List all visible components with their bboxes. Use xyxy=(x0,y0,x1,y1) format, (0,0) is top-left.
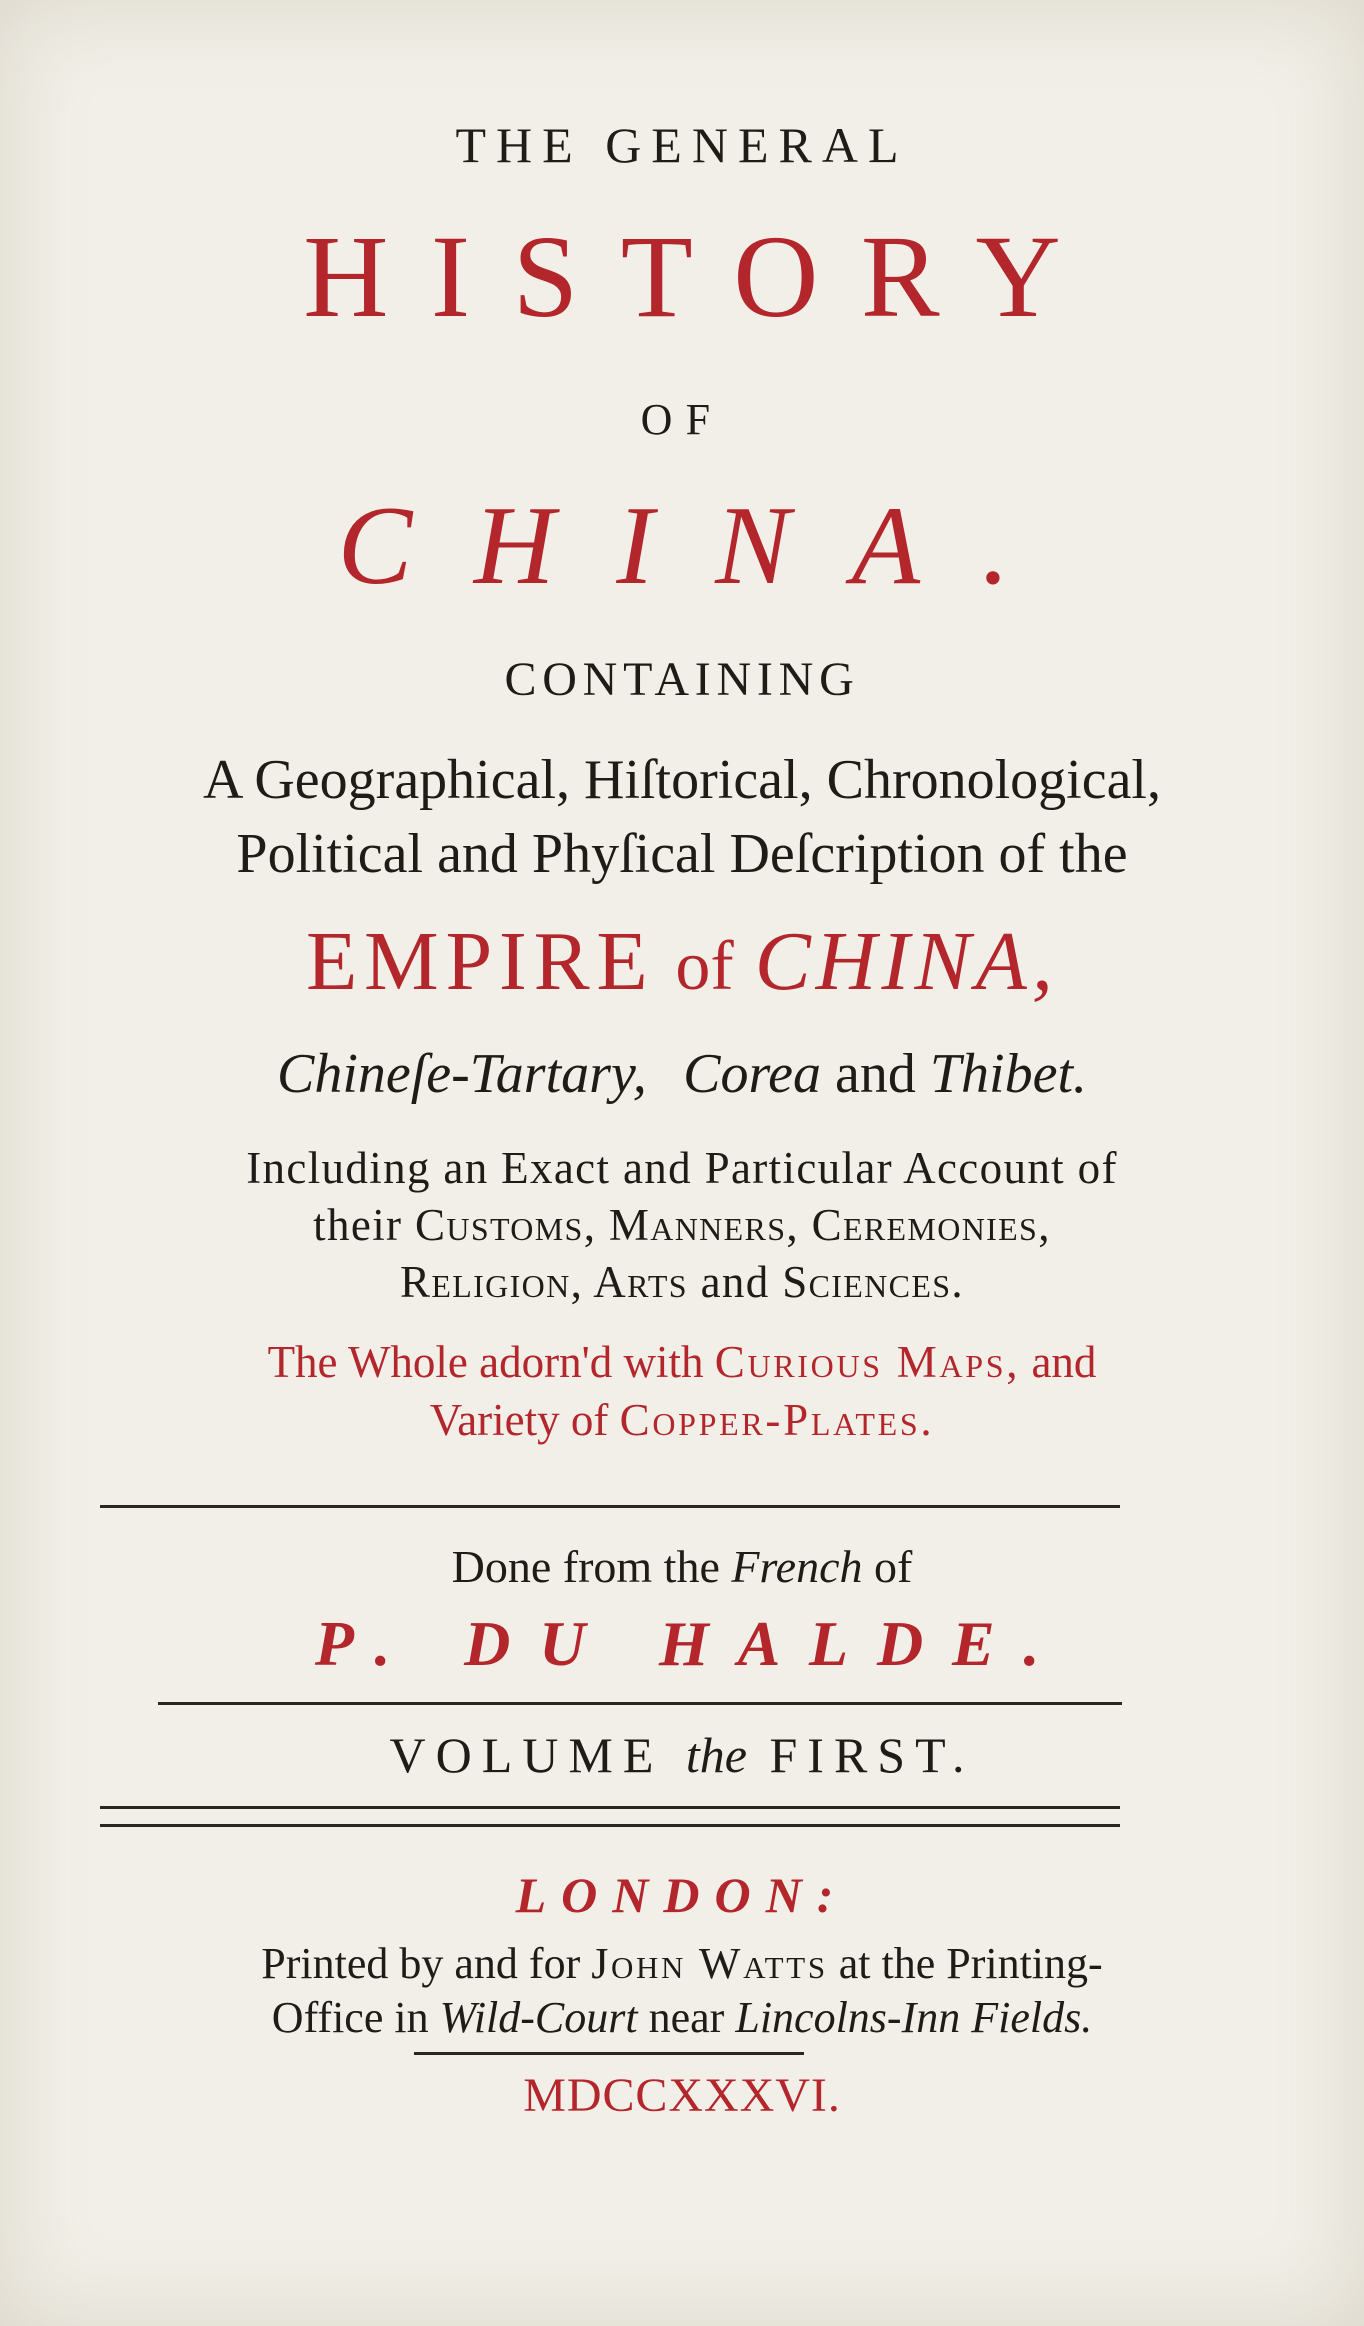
china-word: CHINA, xyxy=(754,915,1058,1008)
done-from-the: Done from the xyxy=(451,1541,720,1592)
title-line-office xyxy=(0,1993,1364,2042)
title-line-containing: CONTAINING xyxy=(504,653,860,706)
rule-5 xyxy=(414,2052,804,2055)
of-word-2: of xyxy=(874,1541,913,1592)
john-watts: John Watts xyxy=(591,1939,828,1988)
title-line-date: MDCCXXXVI. xyxy=(523,2069,841,2122)
at-the-printing: at the Printing- xyxy=(838,1939,1103,1988)
sciences: Sciences. xyxy=(782,1257,964,1307)
corea: Corea xyxy=(683,1043,822,1105)
title-line-variety xyxy=(0,1395,1364,1445)
title-line-regions xyxy=(0,1043,1364,1105)
volume-word: VOLUME xyxy=(389,1727,664,1783)
near-word: near xyxy=(648,1993,725,2042)
title-line-religion xyxy=(0,1257,1364,1307)
and-word: and xyxy=(835,1043,916,1105)
rule-2 xyxy=(158,1702,1122,1705)
lincolns-inn-fields: Lincolns-Inn Fields. xyxy=(735,1993,1093,2042)
printed-by-and-for: Printed by and for xyxy=(261,1939,581,1988)
title-line-customs xyxy=(0,1200,1364,1250)
rule-4 xyxy=(100,1824,1120,1827)
of-word: of xyxy=(675,928,734,1005)
title-line-printed-by xyxy=(0,1939,1364,1988)
title-line-done-from xyxy=(0,1541,1364,1592)
title-line-adorned xyxy=(0,1337,1364,1387)
rule-1 xyxy=(100,1505,1120,1508)
office-in: Office in xyxy=(271,1993,429,2042)
empire-word: EMPIRE xyxy=(306,915,655,1008)
wild-court: Wild-Court xyxy=(439,1993,638,2042)
customs-list: Customs, Manners, Ceremonies, xyxy=(415,1200,1051,1250)
variety-of: Variety of xyxy=(429,1395,609,1445)
title-line-the-general: THE GENERAL xyxy=(455,117,909,173)
the-word: the xyxy=(685,1727,747,1783)
title-line-geographical: A Geographical, Hiſtorical, Chronological, xyxy=(203,749,1161,811)
first-word: FIRST. xyxy=(769,1727,975,1783)
title-line-london: LONDON: xyxy=(515,1867,849,1923)
chinese-tartary: Chineſe-Tartary, xyxy=(276,1043,647,1105)
title-line-political: Political and Phyſical Deſcription of the xyxy=(236,823,1128,885)
french-word: French xyxy=(731,1541,863,1592)
whole-adorned: The Whole adorn'd with xyxy=(267,1337,704,1387)
copper-plates: Copper-Plates. xyxy=(619,1395,935,1445)
title-line-including: Including an Exact and Particular Account of xyxy=(246,1143,1118,1193)
title-line-history: HISTORY xyxy=(303,211,1104,342)
thibet: Thibet. xyxy=(929,1043,1088,1105)
curious-maps: Curious Maps, xyxy=(714,1337,1021,1387)
title-line-of: OF xyxy=(640,395,724,444)
religion-arts: Religion, Arts xyxy=(400,1257,688,1307)
rule-3 xyxy=(100,1806,1120,1809)
and-word-3: and xyxy=(1031,1337,1097,1387)
title-line-china: CHINA. xyxy=(337,484,1072,608)
their-word: their xyxy=(313,1200,403,1250)
title-line-empire-of-china xyxy=(0,915,1364,1008)
title-line-volume xyxy=(0,1727,1364,1783)
title-line-du-halde: P. DU HALDE. xyxy=(314,1608,1069,1679)
and-word-2: and xyxy=(700,1257,770,1307)
